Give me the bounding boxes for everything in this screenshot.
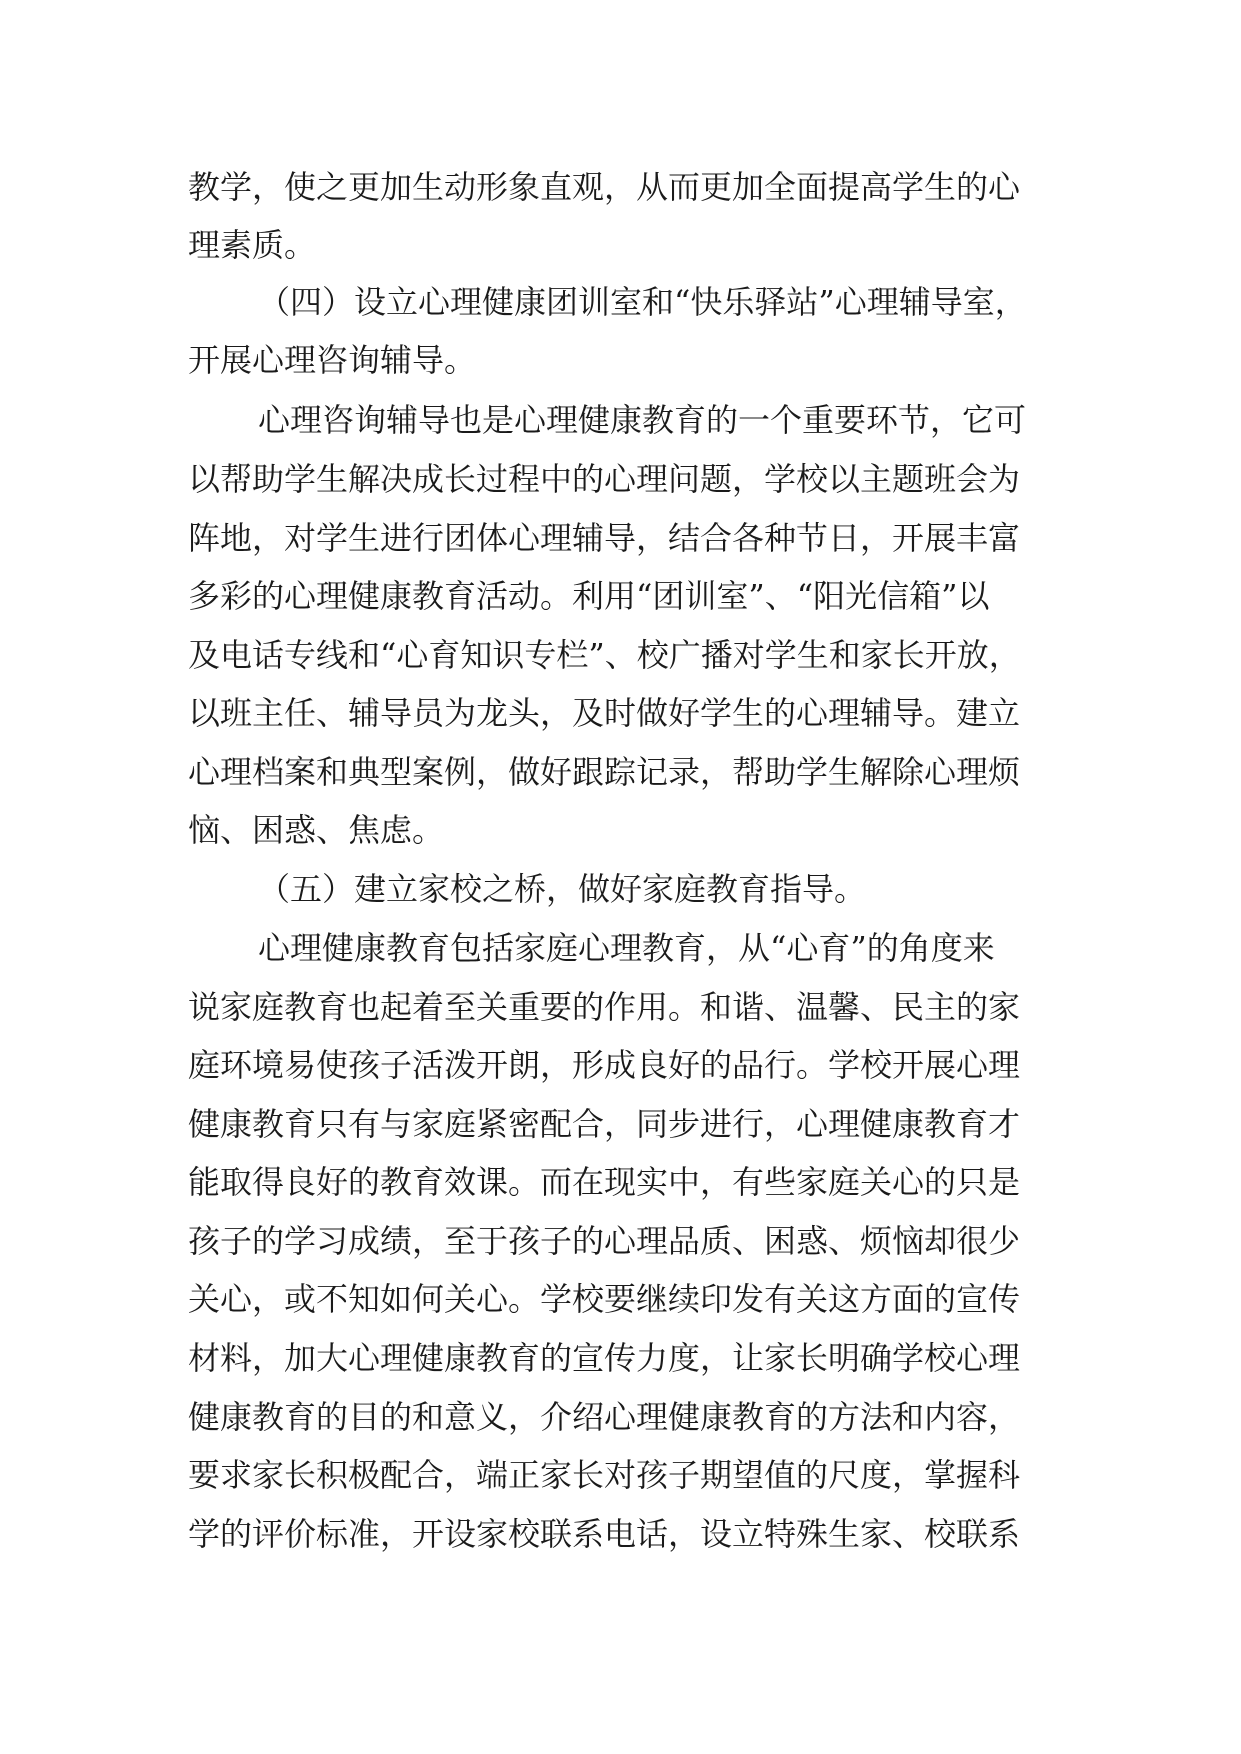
text-line: 恼、困惑、焦虑。: [188, 811, 445, 849]
text-line: 健康教育的目的和意义，介绍心理健康教育的方法和内容，: [188, 1398, 1021, 1436]
text-line: 以班主任、辅导员为龙头，及时做好学生的心理辅导。建立: [188, 694, 1021, 732]
text-line: 健康教育只有与家庭紧密配合，同步进行，心理健康教育才: [188, 1105, 1021, 1143]
text-line: 要求家长积极配合，端正家长对孩子期望值的尺度，掌握科: [188, 1456, 1021, 1494]
section-heading: （五）建立家校之桥，做好家庭教育指导。: [258, 870, 867, 908]
text-line: 说家庭教育也起着至关重要的作用。和谐、温馨、民主的家: [188, 988, 1021, 1026]
text-line: 关心，或不知如何关心。学校要继续印发有关这方面的宣传: [188, 1280, 1021, 1318]
text-line: 心理档案和典型案例，做好跟踪记录，帮助学生解除心理烦: [188, 753, 1021, 791]
text-line: 阵地，对学生进行团体心理辅导，结合各种节日，开展丰富: [188, 519, 1021, 557]
text-line: 教学，使之更加生动形象直观，从而更加全面提高学生的心: [188, 168, 1021, 206]
text-line: 庭环境易使孩子活泼开朗，形成良好的品行。学校开展心理: [188, 1046, 1021, 1084]
text-line: 能取得良好的教育效课。而在现实中，有些家庭关心的只是: [188, 1163, 1021, 1201]
text-line: 学的评价标准，开设家校联系电话，设立特殊生家、校联系: [188, 1515, 1021, 1553]
text-line: 材料，加大心理健康教育的宣传力度，让家长明确学校心理: [188, 1339, 1021, 1377]
section-heading: （四）设立心理健康团训室和“快乐驿站”心理辅导室，: [258, 283, 1027, 321]
text-line: 心理健康教育包括家庭心理教育，从“心育”的角度来: [258, 929, 995, 967]
text-line: 理素质。: [188, 226, 317, 264]
text-line: 及电话专线和“心育知识专栏”、校广播对学生和家长开放，: [188, 636, 1021, 674]
text-line: 孩子的学习成绩，至于孩子的心理品质、困惑、烦恼却很少: [188, 1222, 1021, 1260]
text-line: 以帮助学生解决成长过程中的心理问题，学校以主题班会为: [188, 460, 1021, 498]
text-line: 多彩的心理健康教育活动。利用“团训室”、“阳光信箱”以: [188, 577, 990, 615]
section-heading: 开展心理咨询辅导。: [188, 341, 477, 379]
text-line: 心理咨询辅导也是心理健康教育的一个重要环节，它可: [258, 401, 1027, 439]
